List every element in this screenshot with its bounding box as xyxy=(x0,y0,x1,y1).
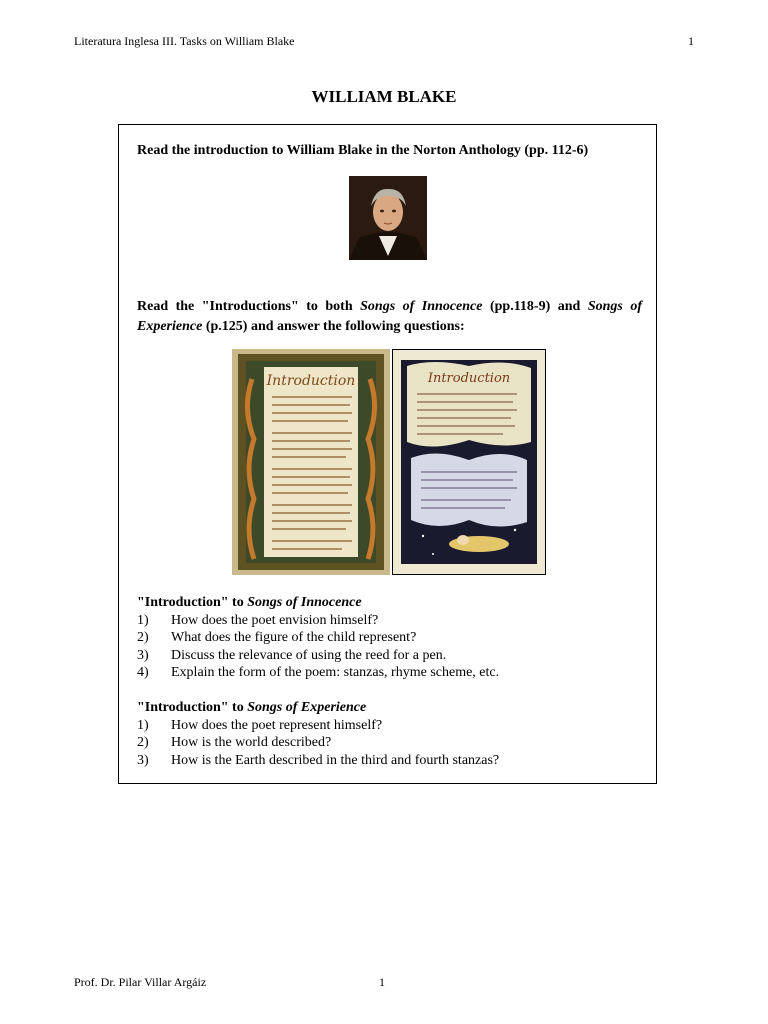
footer-author: Prof. Dr. Pilar Villar Argáiz xyxy=(74,975,207,989)
question-item xyxy=(137,612,642,630)
question-number: 1) xyxy=(137,717,149,733)
experience-questions xyxy=(137,699,642,769)
header-page-number: 1 xyxy=(688,34,694,48)
question-item xyxy=(137,717,642,735)
innocence-heading-a: "Introduction" to xyxy=(137,595,248,610)
question-item xyxy=(137,647,642,665)
intro-instruction: Read the introduction to William Blake in the Norton Anthology (pp. 112-6) xyxy=(137,143,589,158)
innocence-heading xyxy=(137,594,642,612)
question-number: 2) xyxy=(137,735,149,750)
question-item xyxy=(137,629,642,647)
innocence-plate-title: Introduction xyxy=(266,373,356,389)
experience-plate-drawing xyxy=(393,350,545,574)
experience-plate-title: Introduction xyxy=(427,371,511,386)
question-number: 4) xyxy=(137,665,149,680)
blake-portrait-image xyxy=(349,176,427,260)
question-text: Discuss the relevance of using the reed for a pen. xyxy=(171,647,447,663)
question-text: How does the poet envision himself? xyxy=(171,612,379,628)
innocence-title-ref: Songs of Innocence xyxy=(360,299,483,314)
question-text: What does the figure of the child represent? xyxy=(171,630,417,645)
experience-plate-image xyxy=(392,349,546,575)
page-title: WILLIAM BLAKE xyxy=(311,87,457,106)
innocence-plate-image xyxy=(232,349,390,575)
question-text: How is the Earth described in the third and fourth stanzas? xyxy=(171,752,500,768)
experience-heading-b: Songs of Experience xyxy=(247,700,367,715)
question-number: 3) xyxy=(137,647,149,663)
footer-page-number: 1 xyxy=(379,975,385,989)
songs-instruction xyxy=(137,297,642,337)
portrait-drawing xyxy=(349,176,427,260)
question-text: How is the world described? xyxy=(171,735,332,750)
experience-title-ref: Songs of Experience xyxy=(137,299,642,334)
question-text: How does the poet represent himself? xyxy=(171,717,383,733)
question-text: Explain the form of the poem: stanzas, rhyme scheme, etc. xyxy=(171,665,500,680)
instruction-part-e: (p.125) and answer the following questions: xyxy=(202,319,465,334)
experience-heading xyxy=(137,699,642,717)
experience-heading-a: "Introduction" to xyxy=(137,700,248,715)
innocence-questions xyxy=(137,594,642,682)
question-item xyxy=(137,752,642,770)
instruction-part-c: (pp.118-9) and xyxy=(482,299,588,314)
page-header xyxy=(74,34,694,49)
task-box xyxy=(118,124,657,784)
page-footer xyxy=(74,975,694,990)
question-number: 1) xyxy=(137,612,149,628)
question-number: 2) xyxy=(137,630,149,645)
innocence-plate-drawing xyxy=(232,349,390,575)
question-item xyxy=(137,734,642,752)
instruction-part-a: Read the "Introductions" to both xyxy=(137,299,361,314)
header-title: Literatura Inglesa III. Tasks on William Blake xyxy=(74,34,295,48)
innocence-heading-b: Songs of Innocence xyxy=(247,595,362,610)
question-item xyxy=(137,664,642,682)
question-number: 3) xyxy=(137,752,149,768)
